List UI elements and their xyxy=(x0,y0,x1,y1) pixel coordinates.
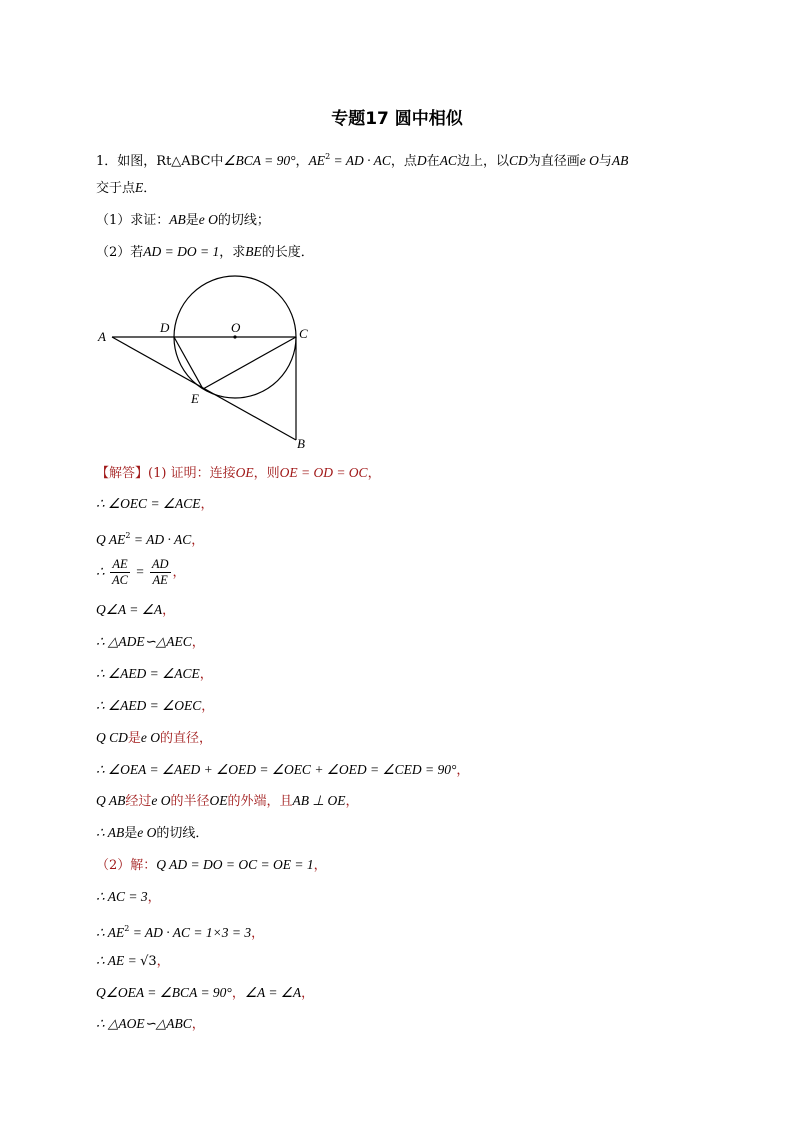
circle-symbol: e O xyxy=(137,825,157,840)
text: ， xyxy=(295,154,309,169)
geometry-figure xyxy=(94,270,324,455)
math: ∴ ∠OEA = ∠AED + ∠OED = ∠OEC + ∠OED = ∠CED = 90° xyxy=(96,762,457,777)
text: 的直径， xyxy=(160,731,213,746)
center-point-o xyxy=(233,335,236,338)
text: ，点 xyxy=(390,154,417,169)
superscript: 2 xyxy=(325,152,331,161)
page-title: 专题17 圆中相似 xyxy=(331,109,463,129)
text: 的外端，且 xyxy=(227,794,293,809)
math: ∴ xyxy=(96,564,108,579)
text: ， xyxy=(191,635,205,650)
text: ． xyxy=(143,181,157,196)
solution-line-5 xyxy=(96,601,175,620)
math: E xyxy=(135,180,144,195)
text: 如图，Rt△ABC中 xyxy=(117,154,224,169)
text: ， xyxy=(367,466,381,481)
math: ∴ AE = xyxy=(96,953,141,968)
label-c: C xyxy=(299,326,308,341)
solution-line-15 xyxy=(96,920,264,943)
text: ， xyxy=(162,603,176,618)
text: ， xyxy=(156,954,170,969)
text: 的长度． xyxy=(261,245,314,260)
text: ， xyxy=(191,1017,205,1032)
question-2 xyxy=(96,243,314,262)
sqrt: √3 xyxy=(140,954,157,969)
problem-line-2 xyxy=(96,179,156,198)
math: CD xyxy=(508,153,528,168)
solution-line-3 xyxy=(96,527,204,550)
text: 经过 xyxy=(125,794,152,809)
fraction-ae-ac xyxy=(110,557,130,588)
text: 是 xyxy=(185,213,199,228)
solution-line-6 xyxy=(96,633,205,652)
math: BE xyxy=(245,244,262,259)
segment-de xyxy=(174,337,203,389)
text: 的半径 xyxy=(170,794,210,809)
question-1 xyxy=(96,211,270,230)
label-b: B xyxy=(297,436,305,451)
text: 在 xyxy=(426,154,440,169)
text: 为直径画 xyxy=(527,154,580,169)
label-d: D xyxy=(160,320,170,335)
math: = AD · AC xyxy=(130,532,192,547)
math: ∠A = ∠A xyxy=(244,985,302,1000)
text: ， xyxy=(199,667,213,682)
solution-line-11 xyxy=(96,792,359,811)
math: ∴ ∠AED = ∠ACE xyxy=(96,666,200,681)
math: Q AB xyxy=(96,793,126,808)
text: ， xyxy=(231,986,245,1001)
text: ， xyxy=(345,794,359,809)
math: D xyxy=(416,153,427,168)
math: ∴ ∠OEC = ∠ACE xyxy=(96,496,201,511)
math: Q CD xyxy=(96,730,128,745)
math: AB ⊥ OE xyxy=(292,793,346,808)
math: Q AD = DO = OC = OE = 1 xyxy=(156,857,314,872)
circle-symbol: e O xyxy=(140,730,161,745)
text: 的切线． xyxy=(156,826,209,841)
solution-line-8 xyxy=(96,697,214,716)
math: ∴ △AOE∽△ABC xyxy=(96,1016,192,1031)
math: OE xyxy=(209,793,228,808)
text: (1) 证明：连接 xyxy=(148,466,236,481)
math: = AD · AC xyxy=(330,153,391,168)
solution-line-14 xyxy=(96,888,161,907)
denominator: AE xyxy=(152,573,168,587)
solution-line-9 xyxy=(96,729,212,748)
math: ∴ AE xyxy=(96,925,125,940)
math: Q∠OEA = ∠BCA = 90° xyxy=(96,985,232,1000)
math: AB xyxy=(169,212,186,227)
circle-symbol: e O xyxy=(151,793,171,808)
superscript: 2 xyxy=(124,924,130,933)
text: ， xyxy=(251,926,265,941)
solution-line-1 xyxy=(96,464,381,483)
text: ，则 xyxy=(253,466,280,481)
text: （1）求证： xyxy=(96,213,170,228)
text: 与 xyxy=(598,154,612,169)
circle-symbol: e O xyxy=(198,212,218,227)
numerator: AE xyxy=(110,557,130,573)
text: （2）解： xyxy=(96,858,157,873)
problem-line-1 xyxy=(96,148,628,171)
circle-symbol: e O xyxy=(579,153,599,168)
denominator: AC xyxy=(111,573,128,587)
math: ∴ AC = 3 xyxy=(96,889,148,904)
text: ， xyxy=(313,858,327,873)
math: AE xyxy=(308,153,326,168)
solution-line-16 xyxy=(96,952,170,971)
math: Q AE xyxy=(96,532,126,547)
solution-line-18 xyxy=(96,1015,205,1034)
text: （2）若 xyxy=(96,245,144,260)
solution-line-7 xyxy=(96,665,213,684)
math: OE xyxy=(235,465,254,480)
text: 边上，以 xyxy=(456,154,509,169)
text: ， xyxy=(147,890,161,905)
solution-line-10 xyxy=(96,761,469,780)
label-e: E xyxy=(191,391,199,406)
math: Q∠A = ∠A xyxy=(96,602,163,617)
math: ∴ △ADE∽△AEC xyxy=(96,634,192,649)
text: ， xyxy=(191,533,205,548)
text: ， xyxy=(456,763,470,778)
label-o: O xyxy=(231,320,241,335)
text: 是 xyxy=(127,731,141,746)
text: 的切线； xyxy=(217,213,270,228)
answer-tag: 【解答】 xyxy=(96,466,149,481)
text: 是 xyxy=(124,826,138,841)
math: ∴ AB xyxy=(96,825,125,840)
solution-line-2 xyxy=(96,495,214,514)
math: OE = OD = OC xyxy=(279,465,368,480)
problem-number: 1． xyxy=(96,154,118,169)
solution-line-17 xyxy=(96,984,314,1003)
math: AD = DO = 1 xyxy=(143,244,220,259)
text: ， xyxy=(301,986,315,1001)
fraction-ad-ae xyxy=(150,557,171,588)
solution-line-13 xyxy=(96,856,327,875)
math: AC xyxy=(439,153,457,168)
solution-line-12 xyxy=(96,824,208,843)
superscript: 2 xyxy=(125,531,131,540)
text: 交于点 xyxy=(96,181,136,196)
math: AB xyxy=(611,153,629,168)
text: ，求 xyxy=(219,245,246,260)
text: ， xyxy=(172,565,186,580)
math: = xyxy=(131,564,148,579)
math: ∴ ∠AED = ∠OEC xyxy=(96,698,202,713)
math: = AD · AC = 1×3 = 3 xyxy=(129,925,252,940)
math: ∠BCA = 90° xyxy=(223,153,296,168)
label-a: A xyxy=(98,329,106,344)
solution-line-4 xyxy=(96,557,186,588)
segment-ce xyxy=(203,337,296,389)
text: ， xyxy=(200,497,214,512)
text: ， xyxy=(201,699,215,714)
numerator: AD xyxy=(151,557,169,571)
